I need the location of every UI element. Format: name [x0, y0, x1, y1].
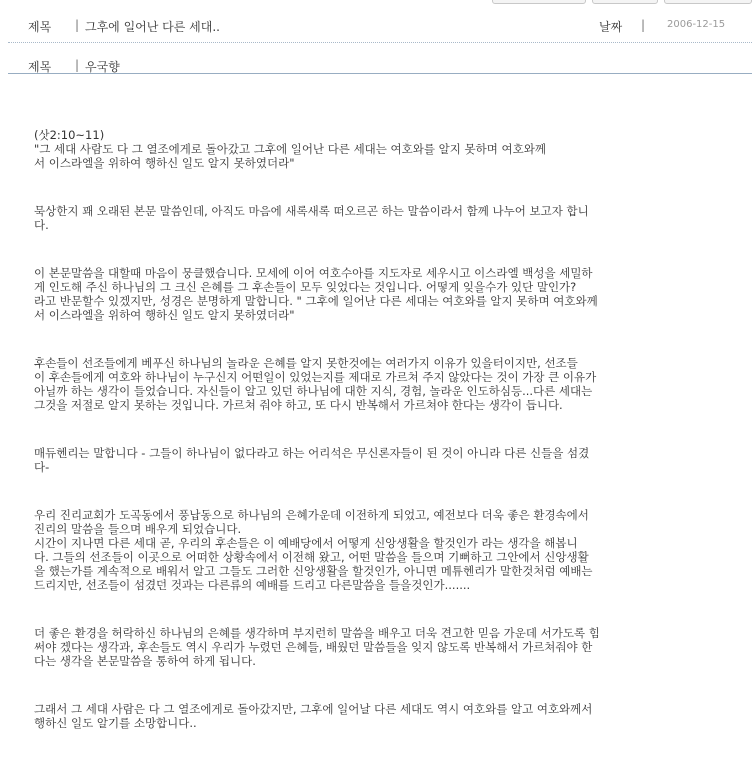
paragraph [34, 626, 736, 668]
subject-separator: | [75, 18, 80, 32]
body-line: 게 인도해 주신 하나님의 그 크신 은혜를 그 후손들이 모두 잊었다는 것입니다. 어떻게 잊을수가 있단 말인가? [34, 280, 577, 294]
subject-label: 제목 [28, 20, 52, 34]
paragraph [34, 266, 736, 322]
body-line: 이 본문말씀을 대할때 마음이 뭉클했습니다. 모세에 이어 여호수아를 지도자로 세우시고 이스라엘 백성을 세밀하 [34, 266, 593, 280]
paragraph [34, 446, 736, 474]
body-line: 을 했는가를 계속적으로 배워서 알고 그들도 그러한 신앙생활을 할것인가, 아니면 메튜헨리가 말한것처럼 예배는 [34, 564, 593, 578]
body-line: 그래서 그 세대 사람은 다 그 열조에게로 돌아갔지만, 그후에 일어날 다른 세대도 역시 여호와를 알고 여호와께서 [34, 702, 593, 716]
paragraph [34, 702, 736, 730]
body-line: 드리지만, 선조들이 섬겼던 것과는 다른류의 예배를 드리고 다른말씀을 들을것인가....... [34, 578, 471, 592]
body-line: 아닐까 하는 생각이 들었습니다. 자신들이 알고 있던 하나님에 대한 지식, 경험, 놀라운 인도하심등...다른 세대는 [34, 384, 593, 398]
author-label: 제목 [28, 60, 52, 74]
body-line: "그 세대 사람도 다 그 열조에게로 돌아갔고 그후에 일어난 다른 세대는 여호와를 알지 못하며 여호와께 [34, 142, 546, 156]
date-label: 날짜 [599, 20, 623, 34]
date-separator: | [641, 18, 646, 32]
date-value: 2006-12-15 [667, 19, 726, 30]
author-value: 우국향 [85, 60, 120, 74]
body-line: 이 후손들에게 여호와 하나님이 누구신지 어떤일이 있었는지를 제대로 가르쳐 주지 않았다는 것이 가장 큰 이유가 [34, 370, 597, 384]
body-line: (삿2:10~11) [34, 128, 105, 142]
body-line: 매듀헨리는 말합니다 - 그들이 하나님이 없다라고 하는 어리석은 무신론자들이 된 것이 아니라 다른 신들을 섬겼 [34, 446, 590, 460]
header-bottom-border [8, 73, 752, 74]
post-body [34, 128, 736, 730]
author-separator: | [75, 58, 80, 72]
body-line: 다. 그들의 선조들이 이곳으로 어떠한 상황속에서 이전해 왔고, 어떤 말씀을 들으며 기뻐하고 그안에서 신앙생활 [34, 550, 589, 564]
body-line: 행하신 일도 알기를 소망합니다.. [34, 716, 197, 730]
body-line: 우리 진리교회가 도곡동에서 풍납동으로 하나님의 은혜가운데 이전하게 되었고, 예전보다 더욱 좋은 환경속에서 [34, 508, 589, 522]
body-line: 시간이 지나면 다른 세대 곧, 우리의 후손들은 이 예배당에서 어떻게 신앙생활을 할것인가 라는 생각을 해봅니 [34, 536, 578, 550]
paragraph [34, 204, 736, 232]
body-line: 써야 겠다는 생각과, 후손들도 역시 우리가 누렸던 은혜들, 배웠던 말씀들을 잊지 않도록 반복해서 가르쳐줘야 한 [34, 640, 593, 654]
body-line: 서 이스라엘을 위하여 행하신 일도 알지 못하였더라" [34, 156, 295, 170]
paragraph [34, 128, 736, 170]
body-line: 다. [34, 218, 49, 232]
body-line: 진리의 말씀을 들으며 배우게 되었습니다. [34, 522, 242, 536]
paragraph [34, 508, 736, 592]
body-line: 서 이스라엘을 위하여 행하신 일도 알지 못하였더라" [34, 308, 295, 322]
body-line: 묵상한지 꽤 오래된 본문 말씀인데, 아직도 마음에 새록새록 떠오르곤 하는 말씀이라서 함께 나누어 보고자 합니 [34, 204, 589, 218]
subject-value: 그후에 일어난 다른 세대.. [85, 20, 220, 34]
body-line: 그것을 저절로 알지 못하는 것입니다. 가르쳐 줘야 하고, 또 다시 반복해서 가르쳐야 한다는 생각이 듭니다. [34, 398, 563, 412]
body-line: 더 좋은 환경을 허락하신 하나님의 은혜를 생각하며 부지런히 말씀을 배우고 더욱 견고한 믿음 가운데 서가도록 힘 [34, 626, 600, 640]
body-line: 라고 반문할수 있겠지만, 성경은 분명하게 말합니다. " 그후에 일어난 다른 세대는 여호와를 알지 못하며 여호와께 [34, 294, 598, 308]
paragraph [34, 356, 736, 412]
body-line: 다- [34, 460, 50, 474]
subject-row [0, 0, 752, 38]
body-line: 후손들이 선조들에게 베푸신 하나님의 놀라운 은혜를 알지 못한것에는 여러가지 이유가 있을터이지만, 선조들 [34, 356, 578, 370]
body-line: 다는 생각을 본문말씀을 통하여 하게 됩니다. [34, 654, 256, 668]
